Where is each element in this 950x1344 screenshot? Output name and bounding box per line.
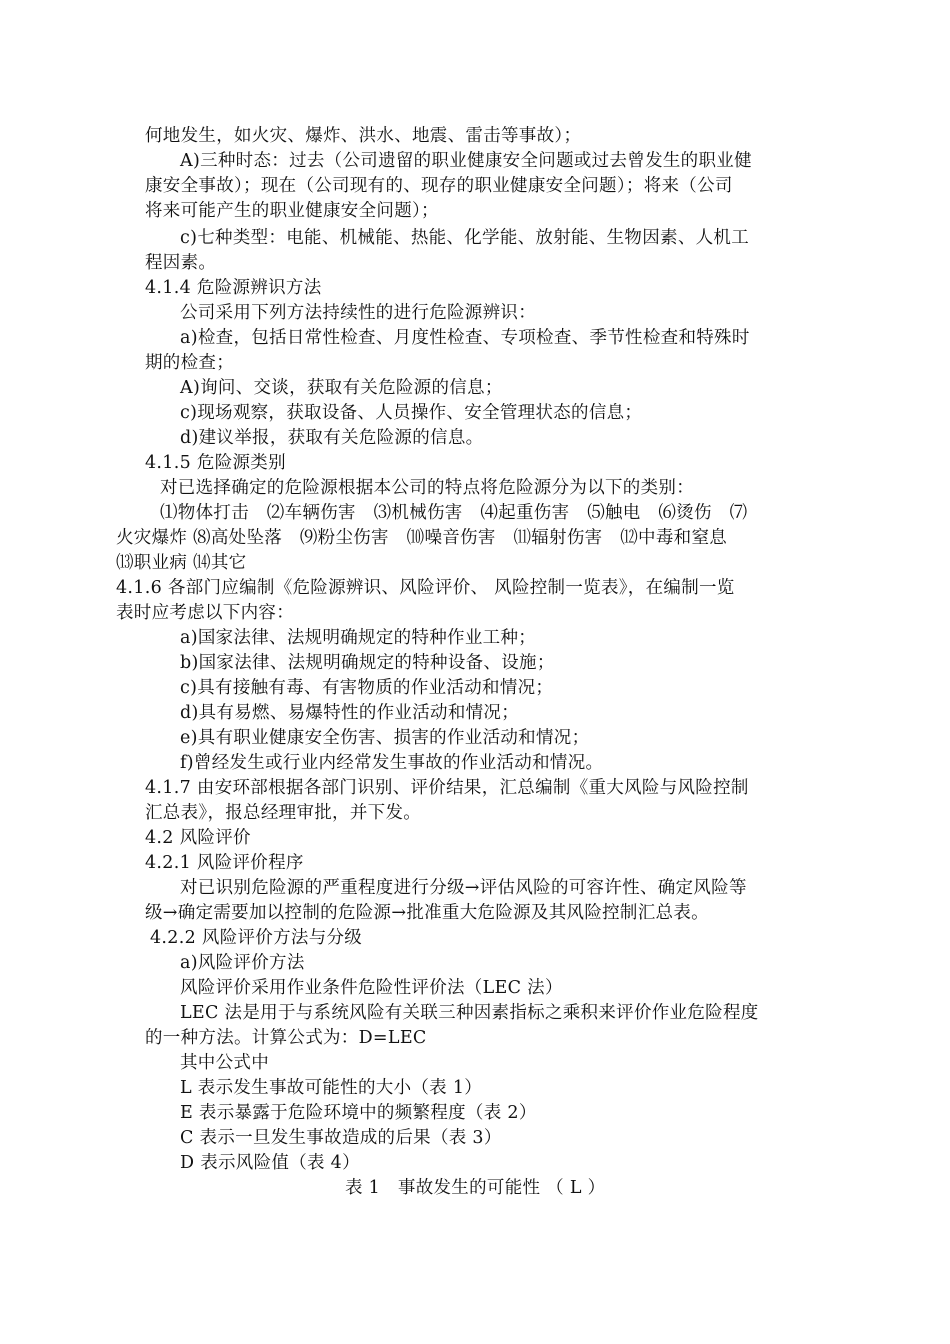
list-item-types: c)七种类型：电能、机械能、热能、化学能、放射能、生物因素、人机工 — [180, 228, 750, 248]
hazard-category-line: ⒀职业病 ⒁其它 — [116, 553, 247, 573]
section-heading-4-2-1: 4.2.1 风险评价程序 — [145, 853, 304, 873]
hazard-category-line: 火灾爆炸 ⑻高处坠落 ⑼粉尘伤害 ⑽噪音伤害 ⑾辐射伤害 ⑿中毒和窒息 — [116, 528, 728, 548]
formula-line: 的一种方法。计算公式为：D=LEC — [145, 1028, 427, 1048]
formula-term-l: L 表示发生事故可能性的大小（表 1） — [180, 1078, 483, 1098]
list-item-e: e)具有职业健康安全伤害、损害的作业活动和情况； — [180, 728, 590, 748]
formula-term-d: D 表示风险值（表 4） — [180, 1153, 360, 1173]
list-item-a: a)国家法律、法规明确规定的特种作业工种； — [180, 628, 537, 648]
paragraph-line: 其中公式中 — [180, 1053, 269, 1073]
paragraph-line: 康安全事故）；现在（公司现有的、现存的职业健康安全问题）；将来（公司 — [145, 176, 733, 196]
list-item-report: d)建议举报，获取有关危险源的信息。 — [180, 428, 484, 448]
list-item-method: a)风险评价方法 — [180, 953, 305, 973]
section-heading-4-1-7: 4.1.7 由安环部根据各部门识别、评价结果，汇总编制《重大风险与风险控制 — [145, 778, 749, 798]
section-heading-4-2-2: 4.2.2 风险评价方法与分级 — [150, 928, 363, 948]
list-item-b: b)国家法律、法规明确规定的特种设备、设施； — [180, 653, 555, 673]
list-item-f: f)曾经发生或行业内经常发生事故的作业活动和情况。 — [180, 753, 604, 773]
formula-term-e: E 表示暴露于危险环境中的频繁程度（表 2） — [180, 1103, 537, 1123]
table-caption: 表 1 事故发生的可能性 （ L ） — [345, 1178, 606, 1198]
paragraph-line: 风险评价采用作业条件危险性评价法（LEC 法） — [180, 978, 563, 998]
list-item-tense: A)三种时态：过去（公司遗留的职业健康安全问题或过去曾发生的职业健 — [180, 151, 752, 171]
paragraph-line: 对已选择确定的危险源根据本公司的特点将危险源分为以下的类别： — [160, 478, 694, 498]
section-heading-4-1-4: 4.1.4 危险源辨识方法 — [145, 278, 322, 298]
list-item-inspection: a)检查，包括日常性检查、月度性检查、专项检查、季节性检查和特殊时 — [180, 328, 750, 348]
paragraph-line: 程因素。 — [145, 253, 217, 273]
paragraph-line: LEC 法是用于与系统风险有关联三种因素指标之乘积来评价作业危险程度 — [180, 1003, 759, 1023]
paragraph-line: 表时应考虑以下内容： — [116, 603, 294, 623]
list-item-inquiry: A)询问、交谈，获取有关危险源的信息； — [180, 378, 503, 398]
paragraph-line: 期的检查； — [145, 353, 234, 373]
paragraph-line: 级→确定需要加以控制的危险源→批准重大危险源及其风险控制汇总表。 — [145, 903, 709, 923]
formula-term-c: C 表示一旦发生事故造成的后果（表 3） — [180, 1128, 502, 1148]
list-item-observation: c)现场观察，获取设备、人员操作、安全管理状态的信息； — [180, 403, 643, 423]
paragraph-line: 汇总表》，报总经理审批，并下发。 — [145, 803, 422, 823]
paragraph-line: 对已识别危险源的严重程度进行分级→评估风险的可容许性、确定风险等 — [180, 878, 747, 898]
list-item-d: d)具有易燃、易爆特性的作业活动和情况； — [180, 703, 520, 723]
hazard-category-line: ⑴物体打击 ⑵车辆伤害 ⑶机械伤害 ⑷起重伤害 ⑸触电 ⑹烫伤 ⑺ — [160, 503, 748, 523]
paragraph-line: 公司采用下列方法持续性的进行危险源辨识： — [180, 303, 536, 323]
paragraph-line: 将来可能产生的职业健康安全问题）； — [145, 201, 439, 221]
paragraph-line: 何地发生，如火灾、爆炸、洪水、地震、雷击等事故）； — [145, 126, 582, 146]
list-item-c: c)具有接触有毒、有害物质的作业活动和情况； — [180, 678, 554, 698]
section-heading-4-1-5: 4.1.5 危险源类别 — [145, 453, 286, 473]
section-heading-4-2: 4.2 风险评价 — [145, 828, 251, 848]
section-heading-4-1-6: 4.1.6 各部门应编制《危险源辨识、风险评价、 风险控制一览表》，在编制一览 — [116, 578, 735, 598]
